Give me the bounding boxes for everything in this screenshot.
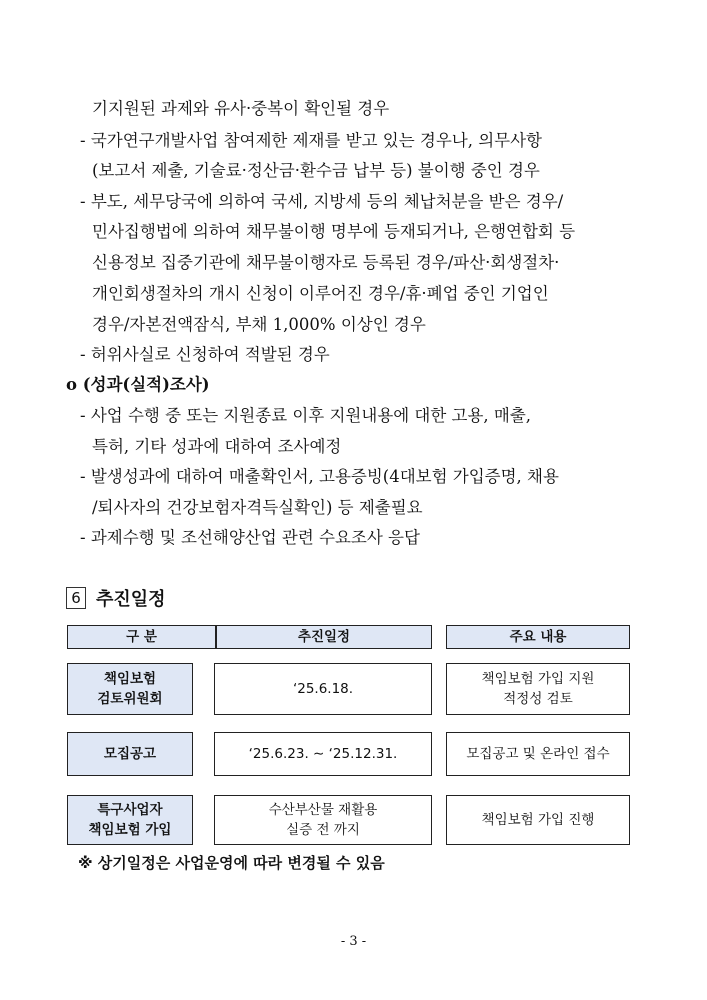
bullet-false-application: - 허위사실로 신청하여 적발된 경우 [80, 345, 330, 364]
body-line-14: /퇴사자의 건강보험자격득실확인) 등 제출필요 [92, 498, 423, 517]
content-text: 책임보험 가입 진행 [481, 812, 595, 828]
page-number: - 3 - [340, 934, 367, 949]
stage-box-1 [67, 663, 193, 715]
timing-text: ‘25.6.18. [292, 681, 354, 697]
bullet-bankruptcy: - 부도, 세무당국에 의하여 국세, 지방세 등의 체납처분을 받은 경우/ [80, 192, 564, 211]
body-line-7: 개인회생절차의 개시 신청이 이루어진 경우/휴·폐업 중인 기업인 [92, 284, 549, 303]
header-content-label: 주요 내용 [509, 629, 567, 645]
schedule-change-note: ※ 상기일정은 사업운영에 따라 변경될 수 있음 [78, 854, 385, 872]
body-line-5: 민사집행법에 의하여 채무불이행 명부에 등재되거나, 은행연합회 등 [92, 222, 576, 241]
timing-text: ‘25.6.23. ∼ ‘25.12.31. [248, 746, 398, 762]
stage-text: 모집공고 [103, 746, 157, 762]
stage-text: 특구사업자 [97, 802, 163, 818]
section-number: 6 [66, 587, 86, 609]
stage-box-2 [67, 732, 193, 776]
content-text: 적정성 검토 [503, 691, 573, 707]
content-box-3 [446, 795, 630, 845]
timing-box-2 [214, 732, 432, 776]
body-line-6: 신용정보 집중기관에 채무불이행자로 등록된 경우/파산·회생절차· [92, 253, 560, 272]
header-schedule-label: 추진일정 [297, 629, 351, 645]
header-category-label: 구 분 [126, 629, 157, 645]
stage-box-3 [67, 795, 193, 845]
timing-box-1 [214, 663, 432, 715]
timing-box-3 [214, 795, 432, 845]
stage-text: 책임보험 가입 [88, 822, 172, 838]
bullet-survey-plan: - 사업 수행 중 또는 지원종료 이후 지원내용에 대한 고용, 매출, [80, 406, 532, 425]
header-category [67, 625, 216, 649]
timing-text: 수산부산물 재활용 [268, 802, 378, 818]
section-heading [66, 585, 166, 611]
bullet-evidence-submission: - 발생성과에 대하여 매출확인서, 고용증빙(4대보험 가입증명, 채용 [80, 467, 559, 486]
stage-text: 책임보험 [103, 671, 157, 687]
bullet-demand-survey: - 과제수행 및 조선해양산업 관련 수요조사 응답 [80, 528, 420, 547]
body-line-8: 경우/자본전액잠식, 부채 1,000% 이상인 경우 [92, 315, 426, 334]
content-text: 모집공고 및 온라인 접수 [466, 746, 610, 762]
content-box-1 [446, 663, 630, 715]
content-text: 책임보험 가입 지원 [481, 671, 595, 687]
subheading-performance-survey: o (성과(실적)조사) [66, 375, 210, 394]
header-schedule-wrap [216, 625, 432, 649]
section-title: 추진일정 [96, 589, 166, 610]
body-line-12: 특허, 기타 성과에 대하여 조사예정 [92, 437, 342, 456]
body-line-1: 기지원된 과제와 유사·중복이 확인될 경우 [92, 99, 390, 118]
timing-text: 실증 전 까지 [286, 822, 360, 838]
stage-text: 검토위원회 [97, 691, 163, 707]
content-box-2 [446, 732, 630, 776]
bullet-participation-restriction: - 국가연구개발사업 참여제한 제재를 받고 있는 경우나, 의무사항 [80, 131, 542, 150]
body-line-3: (보고서 제출, 기술료·정산금·환수금 납부 등) 불이행 중인 경우 [92, 161, 540, 180]
header-schedule [216, 625, 432, 649]
header-content [446, 625, 630, 649]
